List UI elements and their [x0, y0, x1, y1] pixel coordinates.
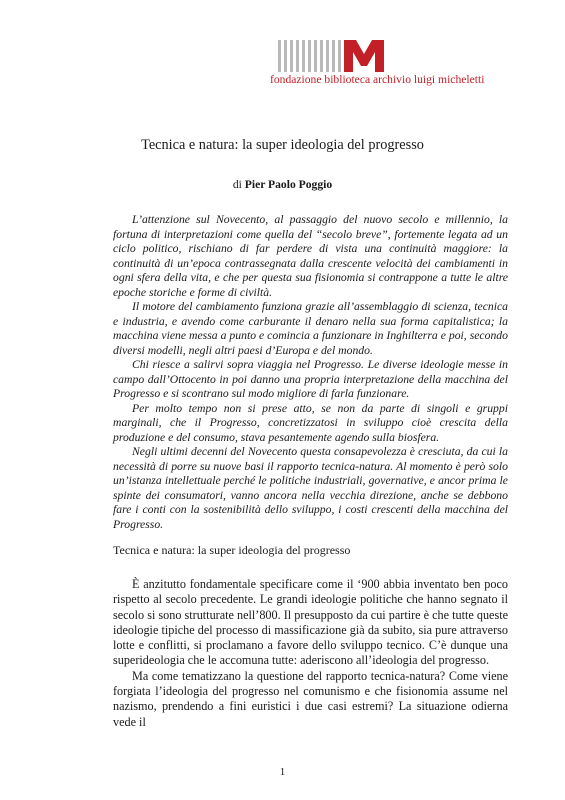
logo-bar — [320, 40, 323, 72]
author-name: Pier Paolo Poggio — [244, 178, 333, 191]
logo-bar — [308, 40, 311, 72]
logo-m-letter — [344, 40, 384, 72]
logo-bar — [314, 40, 317, 72]
foundation-logo-mark — [278, 40, 388, 72]
logo-bar — [332, 40, 335, 72]
body-paragraph: Ma come tematizzano la questione del rapporto tecnica-natura? Come viene forgiata l’ideologia del progresso nel comunismo e che fisionomia assume nel nazismo, prendendo a fini euristici i due casi estremi? La situazione odierna vede il — [113, 668, 508, 729]
logo-bar — [326, 40, 329, 72]
logo-bar — [338, 40, 341, 72]
intro-paragraph: L’attenzione sul Novecento, al passaggio del nuovo secolo e millennio, la fortuna di interpretazioni come quella del “secolo breve”, fortemente legata ad un ciclo politico, rischiano di far perdere di vista una continuità maggiore: la continuità di un’epoca contrassegnata dalla crescente velocità dei cambiamenti in ogni sfera della vita, e che per questa sua fisionomia si contrappone a tutte le altre epoche storiche e forme di civiltà. — [113, 213, 508, 299]
intro-text — [113, 213, 508, 532]
intro-paragraph: Per molto tempo non si prese atto, se non da parte di singoli e gruppi marginali, che il Progresso, concretizzatosi in sviluppo cioè crescita della produzione e del consumo, stava pesantemente agendo sulla biosfera. — [113, 401, 508, 444]
page-number: 1 — [279, 766, 286, 778]
body-paragraph: È anzitutto fondamentale specificare come il ‘900 abbia inventato ben poco rispetto al secolo precedente. Le grandi ideologie politiche che hanno segnato il secolo si sono strutturate nell’800. Il presupposto da cui partire è che tutte queste ideologie tipiche del processo di massificazione già da subito, sia pure attraverso lotte e conflitti, si proclamano a favore dello sviluppo tecnico. C’è dunque una superideologia che le accomuna tutte: aderiscono all’ideologia del progresso. — [113, 577, 508, 668]
intro-paragraph: Il motore del cambiamento funziona grazie all’assemblaggio di scienza, tecnica e industria, e avendo come carburante il denaro nella sua forma capitalistica; la macchina viene messa a punto e comincia a funzionare in Inghilterra e poi, secondo diversi modelli, negli altri paesi d’Europa e del mondo. — [113, 300, 508, 357]
intro-paragraph: Chi riesce a salirvi sopra viaggia nel Progresso. Le diverse ideologie messe in campo dall’Ottocento in poi danno una propria interpretazione della macchina del Progresso e si scontrano sul modo migliore di farla funzionare. — [113, 358, 508, 400]
logo-bar — [278, 40, 281, 72]
logo-bar — [302, 40, 305, 72]
section-heading: Tecnica e natura: la super ideologia del progresso — [113, 543, 351, 557]
document-title: Tecnica e natura: la super ideologia del progresso — [141, 137, 424, 153]
body-text — [113, 577, 508, 730]
logo-bar — [296, 40, 299, 72]
byline-prefix: di — [232, 178, 245, 191]
logo-bar — [284, 40, 287, 72]
logo-text: fondazione biblioteca archivio luigi micheletti — [270, 73, 485, 86]
byline — [0, 178, 565, 191]
logo-bar — [290, 40, 293, 72]
intro-paragraph: Negli ultimi decenni del Novecento questa consapevolezza è cresciuta, da cui la necessità di porre su nuove basi il rapporto tecnica-natura. Al momento è però solo un’istanza intellettuale perché le politiche industriali, governative, e ancor prima le spinte dei consumatori, vanno ancora nella vecchia direzione, anche se debbono fare i conti con la sostenibilità dello sviluppo, i costi crescenti della macchina del Progresso. — [113, 445, 508, 531]
